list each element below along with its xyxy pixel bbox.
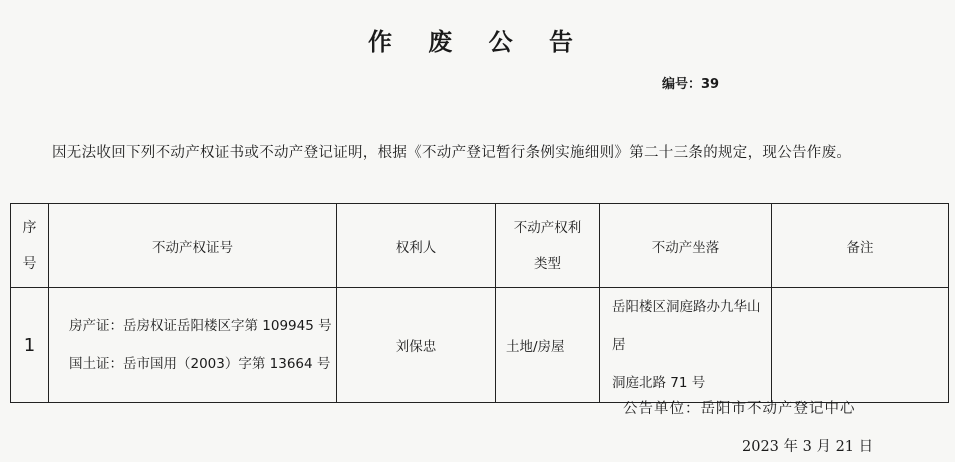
row-remarks [772,288,949,403]
page-title: 作 废 公 告 [367,28,588,56]
header-type-line1: 不动产权利 [513,219,582,236]
header-right-type [496,204,600,288]
header-cert-no: 不动产权证号 [49,204,337,288]
header-seq [11,204,49,288]
header-owner: 权利人 [337,204,496,288]
header-remarks: 备注 [772,204,949,288]
issue-date: 2023 年 3 月 21 日 [742,439,874,455]
header-seq-line2: 号 [22,255,37,272]
revocation-table [10,203,949,403]
row-cert-line1: 房产证：岳房权证岳阳楼区字第 109945 号 [69,318,332,334]
row-location [600,288,772,403]
header-seq-line1: 序 [22,219,37,236]
header-location: 不动产坐落 [600,204,772,288]
table-row [11,288,949,403]
row-location-line1: 岳阳楼区洞庭路办九华山居 [612,299,761,353]
row-seq: 1 [11,288,49,403]
row-owner: 刘保忠 [337,288,496,403]
table-header-row [11,204,949,288]
row-right-type: 土地/房屋 [496,288,600,403]
row-cert-no [49,288,337,403]
issuing-unit: 公告单位：岳阳市不动产登记中心 [623,401,856,417]
row-location-line2: 洞庭北路 71 号 [612,375,706,391]
notice-text: 因无法收回下列不动产权证书或不动产登记证明，根据《不动产登记暂行条例实施细则》第二十三条的规定，现公告作废。 [52,145,852,161]
document-number: 编号：39 [662,77,720,92]
row-cert-line2: 国土证：岳市国用（2003）字第 13664 号 [69,356,331,372]
header-type-line2: 类型 [534,255,561,272]
